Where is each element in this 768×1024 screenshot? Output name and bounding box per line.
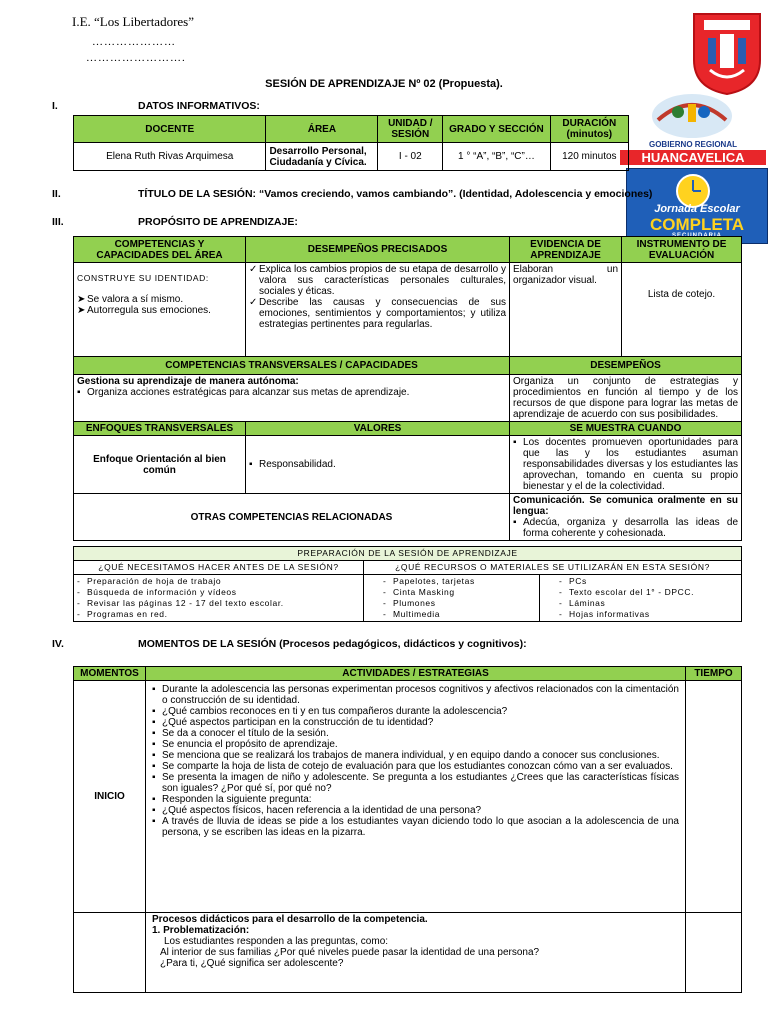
desarrollo-label: [74, 913, 146, 993]
jornada-line-2: COMPLETA: [649, 215, 745, 234]
region-line-2: HUANCAVELICA: [620, 150, 766, 165]
header-antes: ¿QUÉ NECESITAMOS HACER ANTES DE LA SESIÓN?: [74, 561, 364, 575]
section-3-label: PROPÓSITO DE APRENDIZAJE:: [138, 216, 298, 228]
otras-competencias-label: OTRAS COMPETENCIAS RELACIONADAS: [74, 494, 510, 541]
list-item: ▪ Se presenta la imagen de niño y adolescente. Se pregunta a los estudiantes ¿Crees que las características físicas son iguales? ¿Por qué sí, por qué no?: [152, 772, 679, 794]
list-item: ➤ Autorregula sus emociones.: [77, 305, 242, 316]
inicio-tiempo: [686, 681, 742, 913]
list-item: ▪ Organiza acciones estratégicas para alcanzar sus metas de aprendizaje.: [77, 387, 506, 398]
section-1-number: I.: [52, 100, 58, 112]
section-4-number: IV.: [52, 638, 64, 650]
list-item: ▪ Se comparte la hoja de lista de cotejo de evaluación para que los estudiantes conozcan cómo van a ser evaluados.: [152, 761, 679, 772]
evidencia-value: Elaboran un organizador visual.: [510, 263, 622, 357]
header-grado: GRADO Y SECCIÓN: [443, 116, 550, 143]
competencia-title: CONSTRUYE SU IDENTIDAD:: [77, 273, 209, 283]
list-item: - Multimedia: [383, 609, 536, 620]
list-item: ▪ Adecúa, organiza y desarrolla las ideas de forma coherente y cohesionada.: [513, 517, 738, 539]
valores-list: [249, 459, 506, 470]
list-item: ✓ Explica los cambios propios de su etapa de desarrollo y valora sus características personales culturales, sociales y éticas.: [249, 264, 506, 297]
duracion-value: 120 minutos: [550, 143, 628, 171]
list-item: ▪ Se da a conocer el título de la sesión.: [152, 728, 679, 739]
jornada-escolar-logo: [626, 168, 768, 244]
gobierno-regional-logo: [618, 90, 766, 180]
list-item: ➤ Se valora a sí mismo.: [77, 294, 242, 305]
list-item: - Láminas: [559, 598, 738, 609]
problematizacion-title: 1. Problematización:: [152, 925, 250, 936]
muestra-list: [513, 437, 738, 492]
unidad-value: I - 02: [378, 143, 443, 171]
school-name: I.E. “Los Libertadores”: [72, 14, 195, 29]
dots-line-2: …………………….: [86, 52, 186, 64]
desarrollo-tiempo: [686, 913, 742, 993]
momentos-table: [73, 666, 742, 993]
transversal-title: Gestiona su aprendizaje de manera autónoma:: [77, 376, 299, 387]
grado-value: 1 ° “A”, “B”, “C”…: [443, 143, 550, 171]
transversal-desempeno: Organiza un conjunto de estrategias y procedimientos en función al tiempo y de los recursos de que dispone para lograr las metas de aprendizaje de acuerdo con sus posibilidades.: [510, 375, 742, 422]
list-item: ▪ Los docentes promueven oportunidades para que las y los estudiantes asuman responsabilidades diversas y los estudiantes las aprovechan, tomando en cuenta su propio bienestar y el de la colectividad.: [513, 437, 738, 492]
area-value: Desarrollo Personal, Ciudadanía y Cívica.: [266, 143, 378, 171]
list-item: ▪ ¿Qué aspectos participan en la construcción de tu identidad?: [152, 717, 679, 728]
header-se-muestra: SE MUESTRA CUANDO: [510, 422, 742, 436]
list-item: - Cinta Masking: [383, 587, 536, 598]
transversal-list: [77, 387, 506, 398]
dots-line-1: …………………: [92, 36, 176, 48]
header-momentos: MOMENTOS: [74, 667, 146, 681]
page-title: SESIÓN DE APRENDIZAJE Nº 02 (Propuesta).: [265, 78, 503, 90]
header-desempenos: DESEMPEÑOS PRECISADOS: [246, 237, 510, 263]
list-item: - Programas en red.: [77, 609, 360, 620]
list-item: - Búsqueda de información y vídeos: [77, 587, 360, 598]
header-recursos: ¿QUÉ RECURSOS O MATERIALES SE UTILIZARÁN EN ESTA SESIÓN?: [364, 561, 742, 575]
desempenos-list: [249, 264, 506, 330]
section-2-number: II.: [52, 188, 61, 200]
list-item: ▪ Durante la adolescencia las personas experimentan procesos cognitivos y afectivos relacionados con la cimentación o construcción de su identidad.: [152, 684, 679, 706]
header-actividades: ACTIVIDADES / ESTRATEGIAS: [146, 667, 686, 681]
list-item: ▪ Se enuncia el propósito de aprendizaje.: [152, 739, 679, 750]
proposito-table: [73, 236, 742, 541]
docente-value: Elena Ruth Rivas Arquimesa: [74, 143, 266, 171]
recursos-list-2: [543, 576, 738, 620]
list-item: ▪ Responsabilidad.: [249, 459, 506, 470]
list-item: - Hojas informativas: [559, 609, 738, 620]
competencia-list: [77, 294, 242, 316]
instrumento-value: Lista de cotejo.: [622, 263, 742, 357]
datos-table: [73, 115, 629, 171]
enfoque-value: Enfoque Orientación al bien común: [74, 436, 246, 494]
section-3-number: III.: [52, 216, 64, 228]
list-item: - Texto escolar del 1° - DPCC.: [559, 587, 738, 598]
section-1-label: DATOS INFORMATIVOS:: [138, 100, 260, 112]
header-evidencia: EVIDENCIA DE APRENDIZAJE: [510, 237, 622, 263]
section-4-label: MOMENTOS DE LA SESIÓN (Procesos pedagógicos, didácticos y cognitivos):: [138, 638, 527, 650]
list-item: ▪ Responden la siguiente pregunta:: [152, 794, 679, 805]
header-duracion: DURACIÓN (minutos): [550, 116, 628, 143]
inicio-list: [152, 684, 679, 838]
list-item: - Preparación de hoja de trabajo: [77, 576, 360, 587]
list-item: ▪ ¿Qué cambios reconoces en ti y en tus compañeros durante la adolescencia?: [152, 706, 679, 717]
header-competencias: COMPETENCIAS Y CAPACIDADES DEL ÁREA: [74, 237, 246, 263]
otras-competencias-title: Comunicación. Se comunica oralmente en su lengua:: [513, 495, 739, 517]
otras-list: [513, 517, 738, 539]
header-instrumento: INSTRUMENTO DE EVALUACIÓN: [622, 237, 742, 263]
procesos-line-1: Los estudiantes responden a las preguntas, como:: [164, 936, 389, 947]
procesos-title: Procesos didácticos para el desarrollo de la competencia.: [152, 914, 428, 925]
recursos-list-1: [367, 576, 536, 620]
list-item: - Revisar las páginas 12 - 17 del texto escolar.: [77, 598, 360, 609]
header-tiempo: TIEMPO: [686, 667, 742, 681]
header-docente: DOCENTE: [74, 116, 266, 143]
header-unidad: UNIDAD / SESIÓN: [378, 116, 443, 143]
header-transversales: COMPETENCIAS TRANSVERSALES / CAPACIDADES: [74, 357, 510, 375]
procesos-line-3: ¿Para ti, ¿Qué significa ser adolescente?: [160, 958, 344, 969]
header-valores: VALORES: [246, 422, 510, 436]
section-2-label: TÍTULO DE LA SESIÓN: “Vamos creciendo, vamos cambiando”. (Identidad, Adolescencia y emociones): [138, 188, 653, 200]
list-item: ▪ ¿Qué aspectos físicos, hacen referencia a la identidad de una persona?: [152, 805, 679, 816]
header-area: ÁREA: [266, 116, 378, 143]
antes-list: [77, 576, 360, 620]
list-item: ▪ Se menciona que se realizará los trabajos de manera individual, y en equipo dando a conocer sus conclusiones.: [152, 750, 679, 761]
header-transv-desempenos: DESEMPEÑOS: [510, 357, 742, 375]
list-item: ✓ Describe las causas y consecuencias de sus emociones, sentimientos y comportamientos; y utiliza estrategias pertinentes para regularlas.: [249, 297, 506, 330]
list-item: - Plumones: [383, 598, 536, 609]
list-item: ▪ A través de lluvia de ideas se pide a los estudiantes vayan diciendo todo lo que asocian a la adolescencia de una persona, y se escriben las ideas en la pizarra.: [152, 816, 679, 838]
jornada-line-1: Jornada Escolar: [654, 203, 740, 215]
region-line-1: GOBIERNO REGIONAL: [620, 140, 766, 149]
list-item: - Papelotes, tarjetas: [383, 576, 536, 587]
inicio-label: INICIO: [74, 681, 146, 913]
procesos-line-2: Al interior de sus familias ¿Por qué niveles puede pasar la identidad de una persona?: [160, 947, 540, 958]
preparacion-title: PREPARACIÓN DE LA SESIÓN DE APRENDIZAJE: [74, 547, 742, 561]
list-item: - PCs: [559, 576, 738, 587]
header-enfoques: ENFOQUES TRANSVERSALES: [74, 422, 246, 436]
preparacion-table: [73, 546, 742, 622]
